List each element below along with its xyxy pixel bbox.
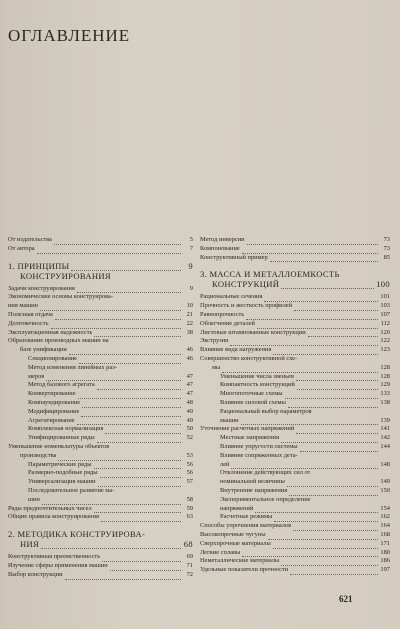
toc-entry-title: Компактность конструкций xyxy=(220,381,295,389)
dot-leader xyxy=(100,471,181,478)
dot-leader xyxy=(69,348,181,355)
toc-page-number: 122 xyxy=(380,337,390,345)
toc-entry xyxy=(200,513,390,522)
toc-entry-title: Уменьшение номенклатуры объектов xyxy=(8,442,110,450)
toc-page-number: 56 xyxy=(186,460,193,468)
dot-leader xyxy=(94,506,181,513)
toc-entry-title: Компаундирование xyxy=(28,398,81,406)
toc-entry xyxy=(200,496,390,505)
toc-page-number: 46 xyxy=(186,354,193,362)
dot-leader xyxy=(268,533,378,540)
toc-entry xyxy=(8,285,193,294)
toc-entry-title: Выбор конструкции xyxy=(8,570,63,578)
toc-entry xyxy=(200,320,390,329)
dot-leader xyxy=(281,436,378,443)
toc-entry-title: Последовательное развитие ма- xyxy=(28,486,115,494)
dot-leader xyxy=(257,322,378,329)
toc-entry xyxy=(200,425,390,434)
toc-entry xyxy=(8,329,193,338)
toc-entry xyxy=(200,505,390,514)
toc-page-number: 69 xyxy=(186,553,193,561)
toc-entry xyxy=(8,399,193,408)
dot-leader xyxy=(274,515,378,522)
toc-entry xyxy=(200,443,390,452)
toc-entry xyxy=(8,469,193,478)
dot-leader xyxy=(255,506,378,513)
toc-entry xyxy=(8,381,193,390)
toc-page-number: 154 xyxy=(380,504,390,512)
toc-page-number: 49 xyxy=(186,407,193,415)
toc-entry-title: Способы упрочнения материалов xyxy=(200,522,292,530)
toc-entry xyxy=(8,571,193,580)
toc-entry xyxy=(200,434,390,443)
toc-entry-title: Задачи конструирования xyxy=(8,284,75,292)
toc-page-number: 162 xyxy=(380,513,390,521)
toc-right-column xyxy=(200,236,390,575)
toc-spacer xyxy=(8,254,193,261)
toc-entry xyxy=(8,461,193,470)
dot-leader xyxy=(105,427,181,434)
dot-leader xyxy=(147,533,181,539)
toc-entry-title: Экструзия xyxy=(200,337,229,345)
toc-entry xyxy=(8,487,193,496)
dot-leader xyxy=(101,515,181,522)
toc-entry-title: 3. МАССА И МЕТАЛЛОЕМКОСТЬ xyxy=(200,269,340,280)
toc-page-number: 68 xyxy=(183,539,193,550)
toc-page-number: 7 xyxy=(189,244,193,252)
toc-entry xyxy=(200,417,390,426)
toc-page-number: 139 xyxy=(380,416,390,424)
toc-page-number: 47 xyxy=(186,390,193,398)
toc-page-number: 197 xyxy=(380,566,390,574)
toc-page-number: 50 xyxy=(186,425,193,433)
toc-page-number: 22 xyxy=(186,319,193,327)
toc-entry xyxy=(200,390,390,399)
dot-leader xyxy=(41,542,181,549)
toc-entry xyxy=(8,373,193,382)
toc-entry-title: Метод инверсии xyxy=(200,236,245,243)
dot-leader xyxy=(296,374,378,381)
toc-entry-title: От издательства xyxy=(8,236,52,243)
toc-entry-title: НИЯ xyxy=(20,539,40,550)
toc-entry-title: производства xyxy=(20,451,57,459)
toc-entry xyxy=(8,390,193,399)
toc-entry-title: КОНСТРУИРОВАНИЯ xyxy=(20,270,111,281)
toc-entry xyxy=(8,408,193,417)
toc-page-number: 141 xyxy=(380,425,390,433)
toc-entry xyxy=(200,531,390,540)
dot-leader xyxy=(294,304,378,311)
toc-entry xyxy=(8,355,193,364)
toc-chapter-heading xyxy=(8,539,193,549)
toc-entry-title: КОНСТРУКЦИЙ xyxy=(212,279,280,290)
toc-entry-title: Облегчение деталей xyxy=(200,319,255,327)
toc-entry xyxy=(8,337,193,346)
toc-page-number: 101 xyxy=(380,293,390,301)
toc-spacer xyxy=(8,522,193,529)
dot-leader xyxy=(230,339,378,346)
toc-entry xyxy=(200,236,390,245)
toc-entry xyxy=(8,236,193,245)
toc-entry-title: Изучение сферы применения машин xyxy=(8,561,108,569)
toc-chapter-heading xyxy=(8,529,193,539)
toc-entry-title: Уменьшение числа звеньев xyxy=(220,372,294,380)
toc-page-number: 164 xyxy=(380,522,390,530)
dot-leader xyxy=(58,454,181,461)
toc-entry-title: Конструктивный пример xyxy=(200,253,268,261)
toc-entry-title: Влияние сопряженных дета- xyxy=(220,451,298,459)
toc-entry-title: номинальной величины xyxy=(220,478,285,486)
dot-leader xyxy=(51,322,181,329)
dot-leader xyxy=(94,330,181,337)
toc-entry-title: шин xyxy=(28,495,40,503)
toc-chapter-heading xyxy=(200,269,390,279)
toc-page-number: 73 xyxy=(383,244,390,252)
toc-entry xyxy=(200,540,390,549)
toc-entry-title: Отклонение действующих сил от xyxy=(220,469,311,477)
toc-entry-title: Конструктивная преемственность xyxy=(8,553,101,561)
toc-entry-title: Модифицирование xyxy=(28,407,80,415)
toc-entry-title: 1. ПРИНЦИПЫ xyxy=(8,260,70,271)
toc-entry-title: Ряды предпочтительных чисел xyxy=(8,504,92,512)
toc-entry-title: Уточнение расчетных напряжений xyxy=(200,425,295,433)
toc-page-number: 186 xyxy=(380,557,390,565)
toc-page-number: 128 xyxy=(380,372,390,380)
toc-entry xyxy=(8,443,193,452)
dot-leader xyxy=(111,446,181,452)
toc-page-number: 129 xyxy=(380,381,390,389)
toc-entry-title: меров xyxy=(28,372,45,380)
dot-leader xyxy=(281,559,378,566)
toc-entry xyxy=(8,553,193,562)
toc-entry xyxy=(200,302,390,311)
toc-entry-title: Размерно-подобные ряды xyxy=(28,469,98,477)
toc-entry xyxy=(200,346,390,355)
dot-leader xyxy=(281,282,374,289)
dot-leader xyxy=(299,358,378,364)
dot-leader xyxy=(79,357,181,364)
dot-leader xyxy=(111,340,181,346)
toc-entry-title: Общие правила конструирования xyxy=(8,513,99,521)
toc-entry-title: Удельные показатели прочности xyxy=(200,566,289,574)
dot-leader xyxy=(98,480,181,487)
toc-entry xyxy=(200,557,390,566)
dot-leader xyxy=(82,401,181,408)
toc-page-number: 123 xyxy=(380,346,390,354)
toc-entry-title: ния машин xyxy=(8,302,38,310)
dot-leader xyxy=(71,264,181,271)
toc-entry-title: Комплексная нормализация xyxy=(28,425,104,433)
toc-entry xyxy=(200,452,390,461)
toc-entry xyxy=(200,245,390,254)
toc-page-number: 142 xyxy=(380,434,390,442)
dot-leader xyxy=(231,462,378,469)
toc-page-number: 100 xyxy=(376,279,390,290)
toc-page-number: 103 xyxy=(380,302,390,310)
toc-page-number: 52 xyxy=(186,434,193,442)
dot-leader xyxy=(241,418,378,425)
dot-leader xyxy=(289,489,378,496)
toc-entry xyxy=(8,293,193,302)
dot-leader xyxy=(119,367,181,373)
toc-page-number: 133 xyxy=(380,390,390,398)
dot-leader xyxy=(46,374,181,381)
toc-entry xyxy=(8,302,193,311)
toc-entry xyxy=(8,496,193,505)
toc-entry-title: Универсализация машин xyxy=(28,478,96,486)
toc-entry xyxy=(8,513,193,522)
dot-leader xyxy=(342,273,378,279)
toc-entry-title: базе унификации xyxy=(20,346,67,354)
toc-entry-title: Метод базового агрегата xyxy=(28,381,95,389)
toc-page-number: 107 xyxy=(380,310,390,318)
dot-leader xyxy=(297,383,378,390)
toc-page-number: 48 xyxy=(186,398,193,406)
toc-entry xyxy=(8,364,193,373)
dot-leader xyxy=(102,555,181,562)
toc-page-number: 56 xyxy=(186,469,193,477)
dot-leader xyxy=(273,348,378,355)
dot-leader xyxy=(270,255,378,262)
toc-entry-title: Местные напряжения xyxy=(220,434,280,442)
toc-entry xyxy=(200,337,390,346)
toc-entry xyxy=(8,425,193,434)
toc-page-number: 171 xyxy=(380,539,390,547)
toc-entry xyxy=(200,408,390,417)
toc-entry-title: Высокопрочные чугуны xyxy=(200,530,266,538)
toc-entry-title: Рациональные сечения xyxy=(200,293,263,301)
toc-entry xyxy=(200,373,390,382)
toc-entry xyxy=(8,320,193,329)
page-title: ОГЛАВЛЕНИЕ xyxy=(8,26,131,45)
dot-leader xyxy=(246,313,378,320)
toc-entry xyxy=(200,461,390,470)
toc-page-number: 128 xyxy=(380,363,390,371)
dot-leader xyxy=(113,275,181,281)
page-number: 621 xyxy=(339,594,353,604)
toc-page-number: 138 xyxy=(380,398,390,406)
toc-page-number: 47 xyxy=(186,372,193,380)
toc-entry-title: Внутренние напряжения xyxy=(220,486,288,494)
toc-entry xyxy=(8,434,193,443)
toc-entry xyxy=(200,487,390,496)
toc-page-number: 9 xyxy=(188,260,193,271)
toc-entry-title: Неметаллические материалы xyxy=(200,557,280,565)
dot-leader xyxy=(313,499,378,505)
dot-leader xyxy=(300,455,378,461)
toc-page-number: 21 xyxy=(186,310,193,318)
toc-entry xyxy=(200,566,390,575)
toc-entry-title: Агрегатирование xyxy=(28,416,75,424)
toc-entry-title: напряжений xyxy=(220,504,254,512)
toc-page-number: 168 xyxy=(380,530,390,538)
toc-entry-title: лей xyxy=(220,460,230,468)
toc-page-number: 72 xyxy=(186,570,193,578)
toc-entry-title: Конвертирование xyxy=(28,390,76,398)
toc-entry xyxy=(8,562,193,571)
dot-leader xyxy=(97,436,181,443)
toc-entry-title: Влияние упругости системы xyxy=(220,442,298,450)
toc-entry-title: Листовые штампованные конструкции xyxy=(200,328,306,336)
dot-leader xyxy=(293,524,378,531)
dot-leader xyxy=(78,392,181,399)
toc-page-number: 38 xyxy=(186,328,193,336)
toc-entry-title: 2. МЕТОДИКА КОНСТРУИРОВА- xyxy=(8,529,146,540)
toc-page-number: 58 xyxy=(186,495,193,503)
toc-page-number: 148 xyxy=(380,460,390,468)
toc-page-number: 10 xyxy=(186,302,193,310)
dot-leader xyxy=(242,247,378,254)
toc-entry-title: Эксплуатационная надежность xyxy=(8,328,93,336)
dot-leader xyxy=(314,411,378,417)
toc-page-number: 150 xyxy=(380,486,390,494)
dot-leader xyxy=(242,550,378,557)
toc-entry xyxy=(8,311,193,320)
toc-entry xyxy=(200,364,390,373)
dot-leader xyxy=(273,542,378,549)
toc-entry xyxy=(8,245,193,254)
dot-leader xyxy=(247,238,378,245)
toc-entry xyxy=(200,522,390,531)
toc-page-number: 5 xyxy=(189,236,193,243)
dot-leader xyxy=(116,490,181,496)
toc-entry xyxy=(8,478,193,487)
toc-left-column xyxy=(8,236,193,580)
dot-leader xyxy=(37,247,181,254)
toc-entry-title: Метод изменения линейных раз- xyxy=(28,363,117,371)
dot-leader xyxy=(94,462,181,469)
toc-page-number: 112 xyxy=(380,319,390,327)
toc-page-number: 180 xyxy=(380,548,390,556)
toc-entry-title: Долговечность xyxy=(8,319,49,327)
toc-entry-title: Влияние силовой схемы xyxy=(220,398,286,406)
dot-leader xyxy=(300,445,378,452)
toc-entry-title: От автора xyxy=(8,244,35,252)
dot-leader xyxy=(65,573,181,580)
toc-page-number: 144 xyxy=(380,442,390,450)
dot-leader xyxy=(290,568,378,575)
dot-leader xyxy=(296,427,378,434)
toc-page-number: 85 xyxy=(383,253,390,261)
toc-entry-title: машин xyxy=(220,416,239,424)
toc-entry xyxy=(200,381,390,390)
dot-leader xyxy=(40,304,181,311)
toc-page-number: 149 xyxy=(380,478,390,486)
toc-entry-title: Рациональный выбор параметров xyxy=(220,407,312,415)
toc-entry xyxy=(8,417,193,426)
toc-entry xyxy=(200,399,390,408)
toc-page-number: 63 xyxy=(186,513,193,521)
toc-chapter-heading xyxy=(8,271,193,281)
toc-page-number: 47 xyxy=(186,381,193,389)
toc-entry xyxy=(8,452,193,461)
toc-entry-title: Сверхпрочные материалы xyxy=(200,539,271,547)
dot-leader xyxy=(308,330,378,337)
dot-leader xyxy=(222,366,378,373)
dot-leader xyxy=(77,418,181,425)
dot-leader xyxy=(288,401,378,408)
toc-chapter-heading xyxy=(8,261,193,271)
toc-page-number: 59 xyxy=(186,504,193,512)
toc-entry-title: Унифицированные ряды xyxy=(28,434,95,442)
toc-page-number: 49 xyxy=(186,416,193,424)
dot-leader xyxy=(81,410,181,417)
dot-leader xyxy=(312,472,378,478)
dot-leader xyxy=(264,295,378,302)
toc-page-number: 73 xyxy=(383,236,390,243)
toc-entry-title: Легкие сплавы xyxy=(200,548,241,556)
toc-page-number: 53 xyxy=(186,451,193,459)
dot-leader xyxy=(42,498,181,505)
toc-entry-title: Экспериментальное определение xyxy=(220,495,311,503)
toc-entry-title: Компонование xyxy=(200,244,240,252)
dot-leader xyxy=(54,238,181,245)
toc-entry xyxy=(200,293,390,302)
toc-page-number: 9 xyxy=(189,284,193,292)
dot-leader xyxy=(55,313,181,320)
toc-entry-title: Образование производных машин на xyxy=(8,337,109,345)
dot-leader xyxy=(77,286,181,293)
toc-entry-title: Прочность и жесткость профилей xyxy=(200,302,293,310)
toc-entry-title: Многопоточные схемы xyxy=(220,390,283,398)
toc-entry xyxy=(200,478,390,487)
dot-leader xyxy=(97,383,181,390)
dot-leader xyxy=(285,392,378,399)
toc-page-number: 46 xyxy=(186,346,193,354)
toc-chapter-heading xyxy=(200,279,390,289)
toc-entry-title: Экономические основы конструирова- xyxy=(8,293,113,301)
dot-leader xyxy=(110,564,181,571)
toc-entry xyxy=(200,329,390,338)
toc-page-number: 57 xyxy=(186,478,193,486)
toc-entry-title: Параметрические ряды xyxy=(28,460,92,468)
toc-page-number: 71 xyxy=(186,561,193,569)
dot-leader xyxy=(115,296,181,302)
dot-leader xyxy=(287,480,378,487)
toc-page-number: 120 xyxy=(380,328,390,336)
toc-entry xyxy=(200,355,390,364)
toc-entry-title: Совершенство конструктивной схе- xyxy=(200,354,298,362)
toc-entry xyxy=(8,346,193,355)
toc-entry xyxy=(200,469,390,478)
toc-entry xyxy=(200,549,390,558)
toc-entry xyxy=(8,505,193,514)
toc-entry xyxy=(200,254,390,263)
toc-entry xyxy=(200,311,390,320)
toc-spacer xyxy=(200,262,390,269)
toc-entry-title: Секционирование xyxy=(28,354,77,362)
toc-entry-title: Равнопрочность xyxy=(200,310,245,318)
toc-entry-title: Влияние вида нагружения xyxy=(200,346,272,354)
toc-entry-title: Расчетные режимы xyxy=(220,513,273,521)
toc-entry-title: мы xyxy=(212,363,221,371)
toc-entry-title: Полезная отдача xyxy=(8,310,53,318)
